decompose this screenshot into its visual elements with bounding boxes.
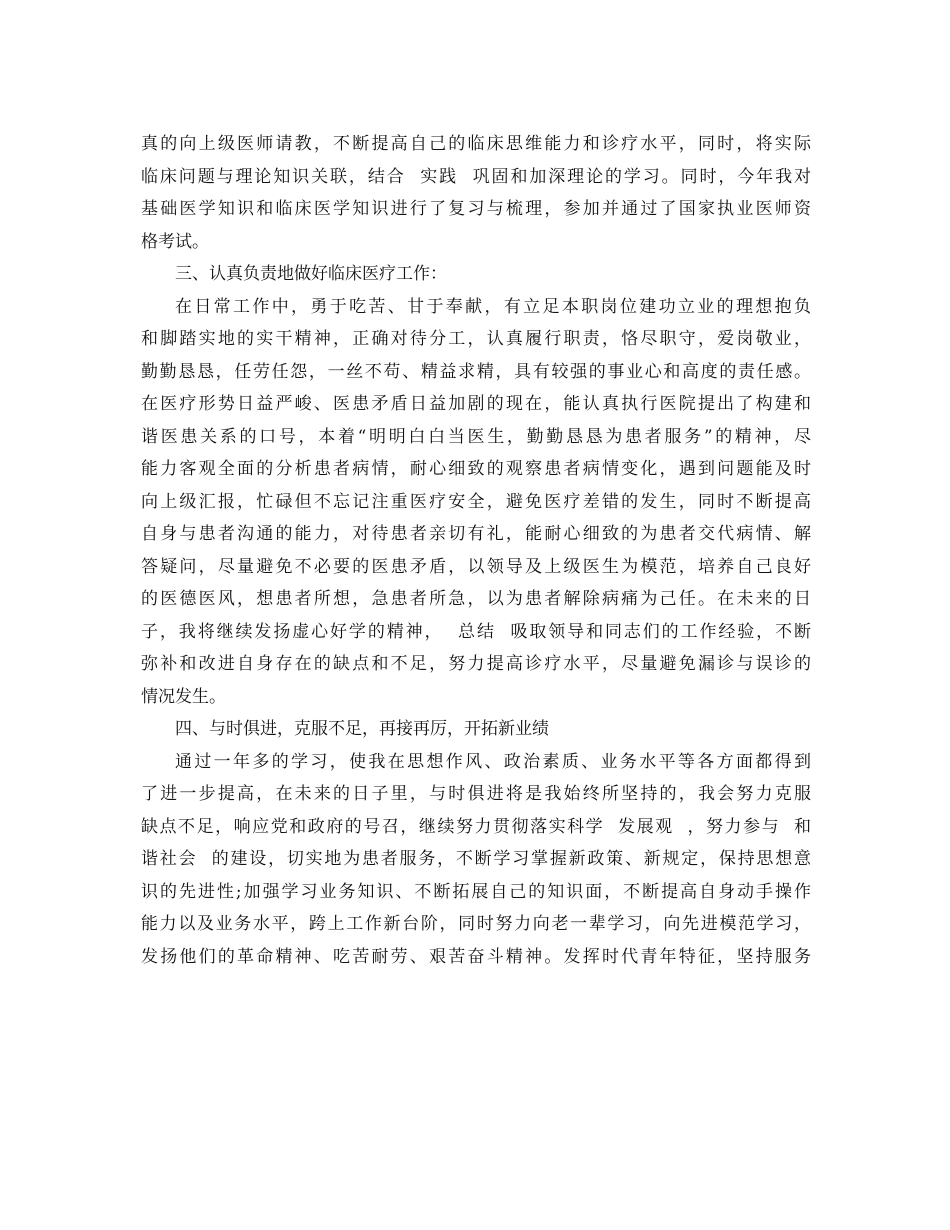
text-line: 通过一年多的学习，使我在思想作风、政治素质、业务水平等各方面都得到 <box>175 751 811 772</box>
text-line: 格考试。 <box>141 231 209 252</box>
text-line: 子，我将继续发扬虚心好学的精神， 总结 吸取领导和同志们的工作经验，不断 <box>141 621 811 642</box>
text-line: 答疑问，尽量避免不必要的医患矛盾，以领导及上级医生为模范，培养自己良好 <box>141 556 811 577</box>
text-line: 基础医学知识和临床医学知识进行了复习与梳理，参加并通过了国家执业医师资 <box>141 199 811 219</box>
text-line: 临床问题与理论知识关联，结合 实践 巩固和加深理论的学习。同时，今年我对 <box>141 166 811 187</box>
text-line: 情况发生。 <box>141 686 226 707</box>
text-line: 在医疗形势日益严峻、医患矛盾日益加剧的现在，能认真执行医院提出了构建和 <box>141 394 811 414</box>
text-line: 识的先进性;加强学习业务知识、不断拓展自己的知识面，不断提高自身动手操作 <box>141 881 811 902</box>
text-line: 弥补和改进自身存在的缺点和不足，努力提高诊疗水平，尽量避免漏诊与误诊的 <box>141 654 811 674</box>
document-body <box>141 128 811 973</box>
text-line: 三、认真负责地做好临床医疗工作： <box>175 264 447 284</box>
text-line: 勤勤恳恳，任劳任怨，一丝不苟、精益求精，具有较强的事业心和高度的责任感。 <box>141 361 811 382</box>
text-line: 真的向上级医师请教，不断提高自己的临床思维能力和诊疗水平，同时，将实际 <box>141 134 811 154</box>
text-line: 谐医患关系的口号，本着“明明白白当医生，勤勤恳恳为患者服务”的精神，尽 <box>141 426 811 447</box>
text-line: 发扬他们的革命精神、吃苦耐劳、艰苦奋斗精神。发挥时代青年特征，坚持服务 <box>141 946 811 967</box>
text-line: 和脚踏实地的实干精神，正确对待分工，认真履行职责，恪尽职守，爱岗敬业， <box>141 329 811 349</box>
text-line: 向上级汇报，忙碌但不忘记注重医疗安全，避免医疗差错的发生，同时不断提高 <box>141 491 811 512</box>
text-line: 在日常工作中，勇于吃苦、甘于奉献，有立足本职岗位建功立业的理想抱负 <box>175 296 811 317</box>
text-line: 能力客观全面的分析患者病情，耐心细致的观察患者病情变化，遇到问题能及时 <box>141 459 811 479</box>
text-line: 的医德医风，想患者所想，急患者所急，以为患者解除病痛为己任。在未来的日 <box>141 589 811 609</box>
text-line: 四、与时俱进，克服不足，再接再厉，开拓新业绩 <box>175 719 549 739</box>
text-line: 缺点不足，响应党和政府的号召，继续努力贯彻落实科学 发展观 ，努力参与 和 <box>141 816 811 837</box>
text-line: 谐社会 的建设，切实地为患者服务，不断学习掌握新政策、新规定，保持思想意 <box>141 849 811 869</box>
text-line: 自身与患者沟通的能力，对待患者亲切有礼，能耐心细致的为患者交代病情、解 <box>141 524 811 544</box>
text-line: 了进一步提高，在未来的日子里，与时俱进将是我始终所坚持的，我会努力克服 <box>141 784 811 804</box>
text-line: 能力以及业务水平，跨上工作新台阶，同时努力向老一辈学习，向先进模范学习， <box>141 914 811 934</box>
